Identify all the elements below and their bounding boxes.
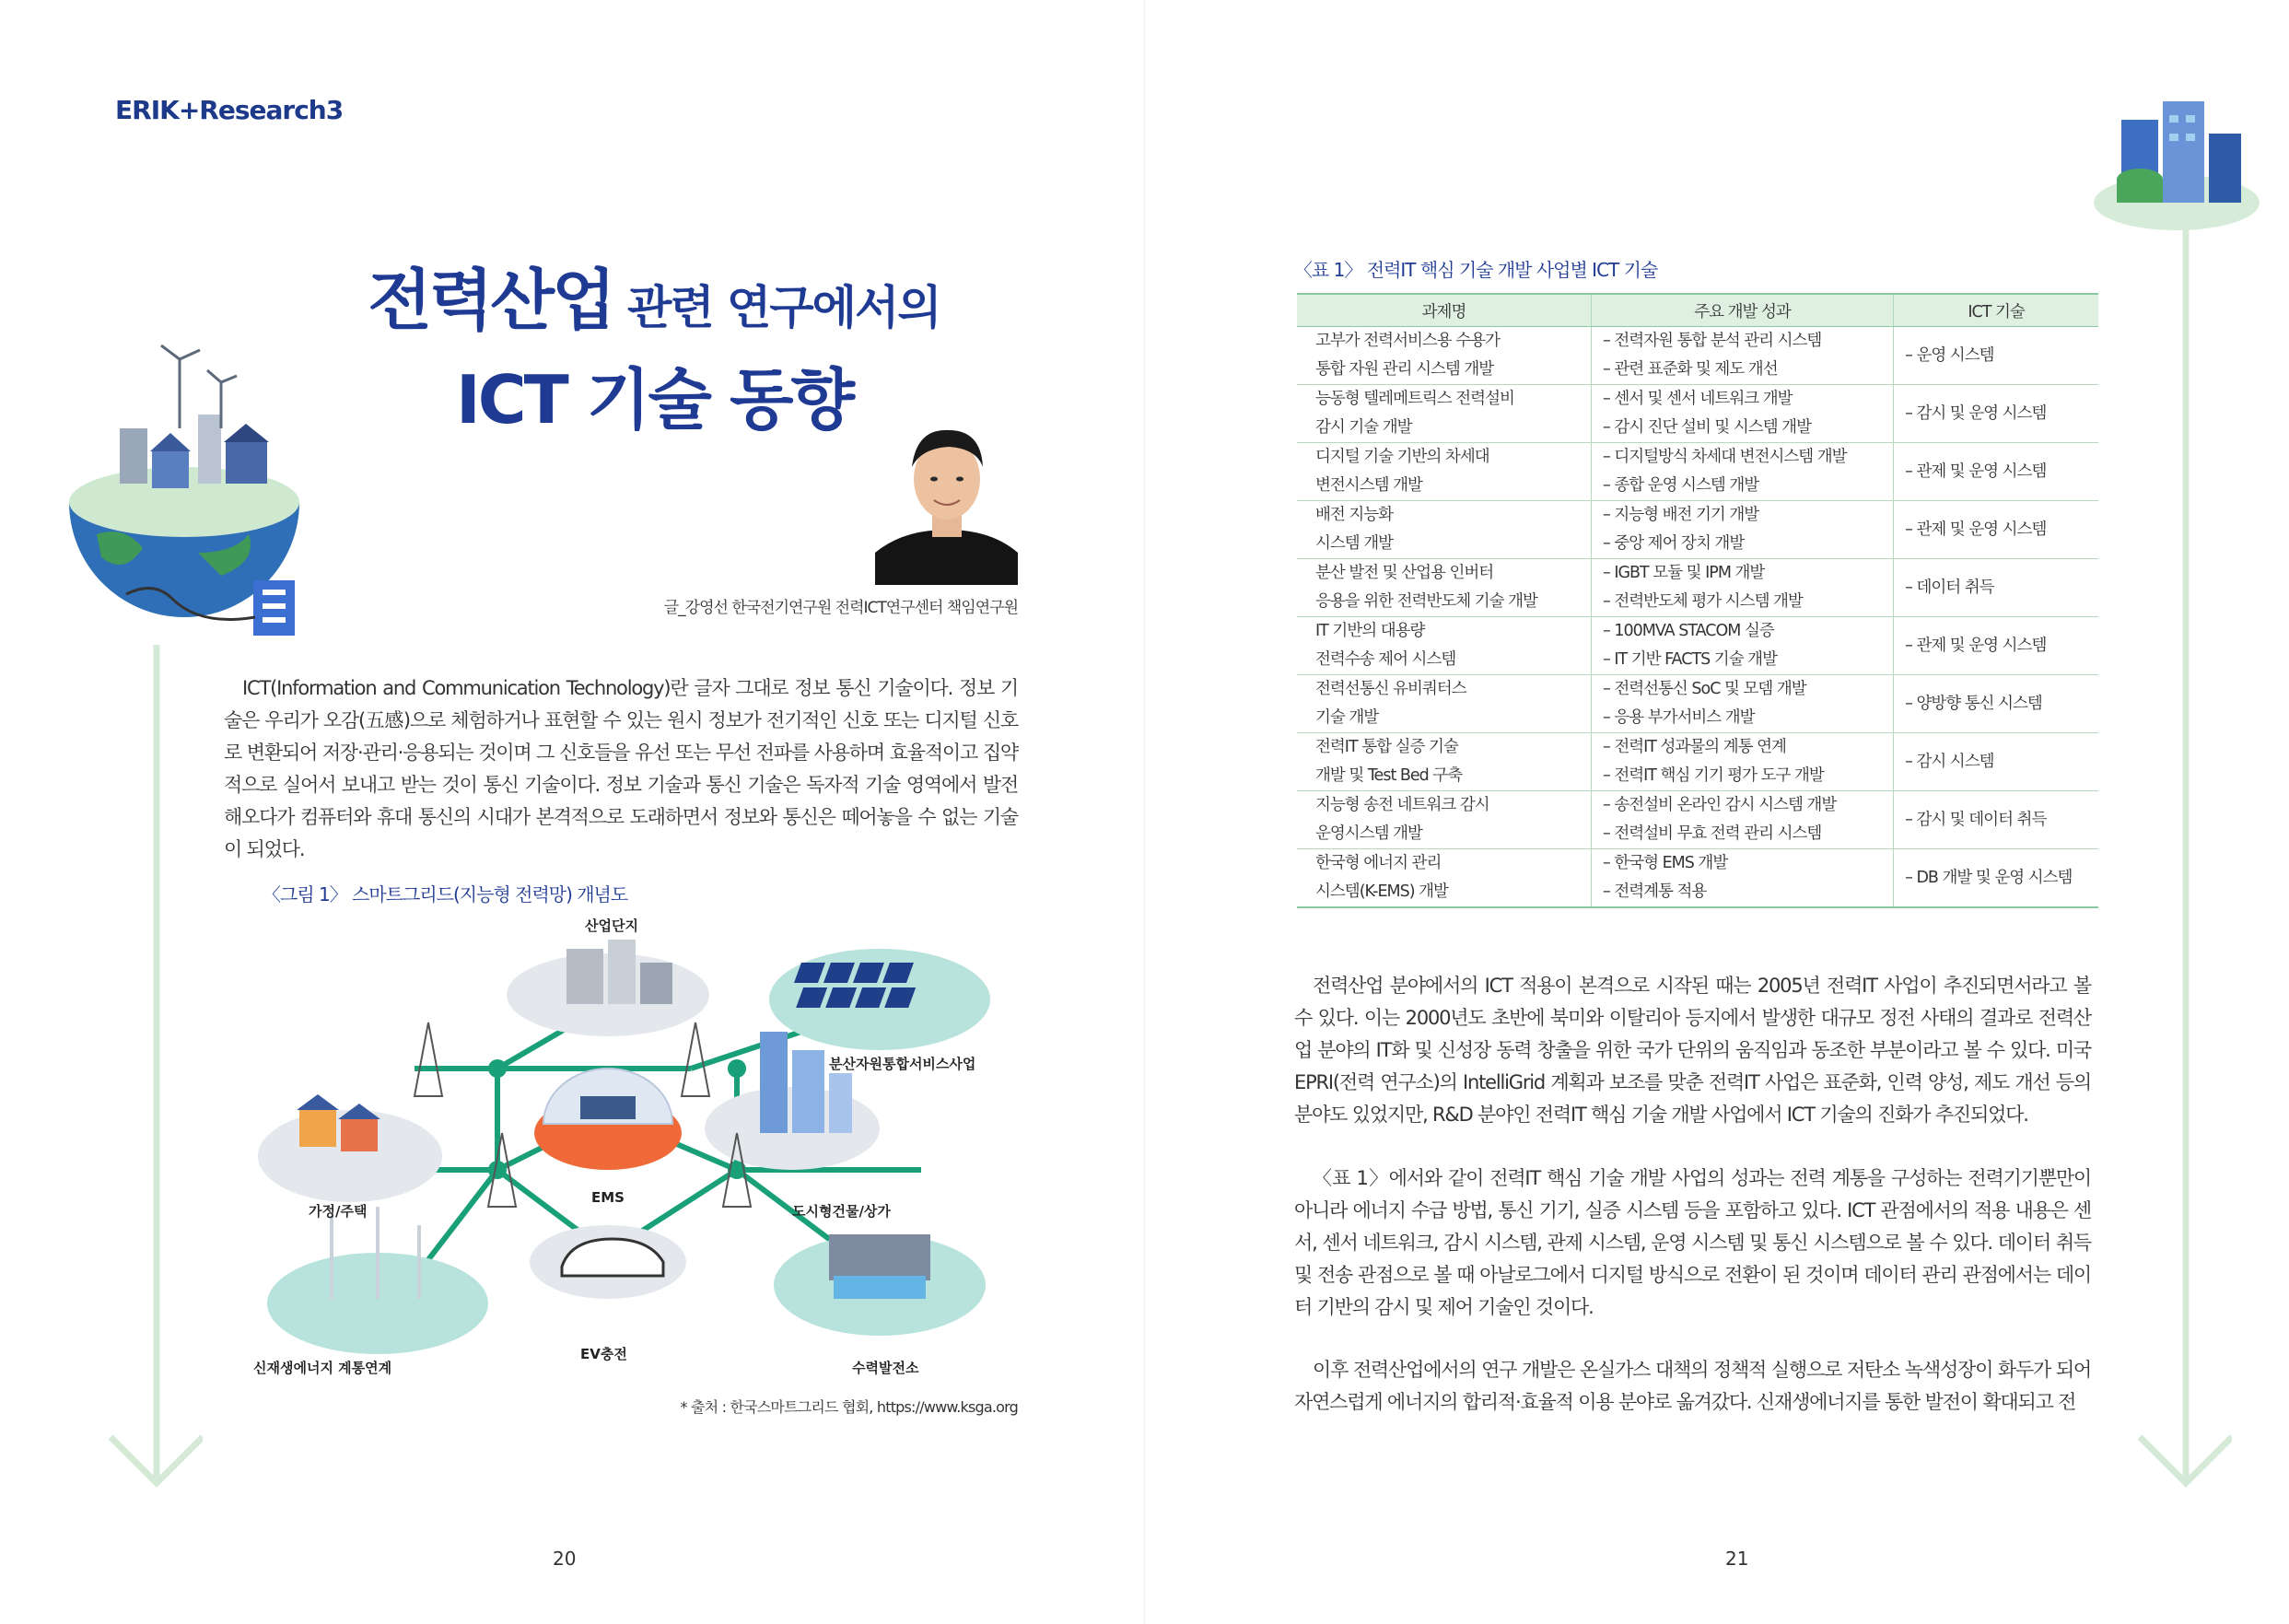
smart-grid-diagram <box>221 912 1022 1382</box>
figure-source: * 출처 : 한국스마트그리드 협회, https://www.ksga.org <box>680 1398 1018 1416</box>
smart-grid-building-icon <box>2085 64 2269 240</box>
label-urban: 도시형건물/상가 <box>792 1203 891 1220</box>
table-row: 디지털 기술 기반의 차세대 변전시스템 개발 – 디지털방식 차세대 변전시스템 개발 – 종합 운영 시스템 개발 – 관제 및 운영 시스템 <box>1297 443 2098 501</box>
table-row: 분산 발전 및 산업용 인버터 응용을 위한 전력반도체 기술 개발 – IGBT 모듈 및 IPM 개발 – 전력반도체 평가 시스템 개발 – 데이터 취득 <box>1297 559 2098 617</box>
table-header: 과제명 <box>1297 294 1592 327</box>
label-hydro: 수력발전소 <box>852 1360 919 1376</box>
table-row: 전력IT 통합 실증 기술 개발 및 Test Bed 구축 – 전력IT 성과물의 계통 연계 – 전력IT 핵심 기기 평가 도구 개발 – 감시 시스템 <box>1297 733 2098 791</box>
left-page <box>0 0 1144 1624</box>
table-row: IT 기반의 대용량 전력수송 제어 시스템 – 100MVA STACOM 실증 – IT 기반 FACTS 기술 개발 – 관제 및 운영 시스템 <box>1297 617 2098 675</box>
label-ev: EV충전 <box>580 1346 627 1362</box>
table-row: 배전 지능화 시스템 개발 – 지능형 배전 기기 개발 – 중앙 제어 장치 개발 – 관제 및 운영 시스템 <box>1297 501 2098 559</box>
table-row: 고부가 전력서비스용 수용가 통합 자원 관리 시스템 개발 – 전력자원 통합 분석 관리 시스템 – 관련 표준화 및 제도 개선 – 운영 시스템 <box>1297 327 2098 385</box>
author-photo <box>875 401 1018 585</box>
label-ems: EMS <box>591 1189 625 1206</box>
page-number-left: 20 <box>553 1548 577 1570</box>
table-header-row <box>1297 294 2098 327</box>
paragraph-1: 전력산업 분야에서의 ICT 적용이 본격으로 시작된 때는 2005년 전력IT 사업이 추진되면서라고 볼 수 있다. 이는 2000년도 초반에 북미와 이탈리아 등지에서 발생한 대규모 정전 사태의 결과로 전력산업 분야의 IT화 및 신성장 동력 창출을 위한 국가 단위의 움직임과 동조한 부분이라고 볼 수 있다. 미국 EPRI(전력 연구소)의 IntelliGrid 계획과 보조를 맞춘 전력IT 사업은 표준화, 인력 양성, 제도 개선 등의 분야도 있었지만, R&D 분야인 전력IT 핵심 기술 개발 사업에서 ICT 기술의 진화가 추진되었다. <box>1294 975 2092 1126</box>
label-home: 가정/주택 <box>309 1203 368 1220</box>
table-caption: 〈표 1〉 전력IT 핵심 기술 개발 사업별 ICT 기술 <box>1294 259 1658 281</box>
right-page <box>1145 0 2289 1624</box>
paragraph-3: 이후 전력산업에서의 연구 개발은 온실가스 대책의 정책적 실행으로 저탄소 녹색성장이 화두가 되어 자연스럽게 에너지의 합리적·효율적 이용 분야로 옮겨갔다. 신재생에너지를 통한 발전이 확대되고 전 <box>1294 1359 2091 1413</box>
globe-city-icon <box>41 341 327 645</box>
figure-caption: 〈그림 1〉 스마트그리드(지능형 전력망) 개념도 <box>263 883 628 905</box>
label-renewable: 신재생에너지 계통연계 <box>253 1360 392 1376</box>
table-row: 능동형 텔레메트릭스 전력설비 감시 기술 개발 – 센서 및 센서 네트워크 개발 – 감시 진단 설비 및 시스템 개발 – 감시 및 운영 시스템 <box>1297 385 2098 443</box>
intro-paragraph: ICT(Information and Communication Technology)란 글자 그대로 정보 통신 기술이다. 정보 기술은 우리가 오감(五感)으로 체험하거나 표현할 수 있는 원시 정보가 전기적인 신호 또는 디지털 신호로 변환되어 저장·관리·응용되는 것이며 그 신호들을 유선 또는 무선 전파를 사용하며 효율적이고 집약적으로 실어서 보내고 받는 것이 통신 기술이다. 정보 기술과 통신 기술은 독자적 기술 영역에서 발전해오다가 컴퓨터와 휴대 통신의 시대가 본격적으로 도래하면서 정보와 통신은 떼어놓을 수 없는 기술이 되었다. <box>224 677 1018 860</box>
table-header: ICT 기술 <box>1894 294 2098 327</box>
green-arrow-line-right <box>2131 212 2232 1492</box>
paragraph-2: 〈표 1〉에서와 같이 전력IT 핵심 기술 개발 사업의 성과는 전력 계통을 구성하는 전력기기뿐만이 아니라 에너지 수급 방법, 통신 기기, 실증 시스템 등을 포함하고 있다. ICT 관점에서의 적용 내용은 센서, 센서 네트워크, 감시 시스템, 관제 시스템, 운영 시스템 및 통신 시스템으로 볼 수 있다. 데이터 취득 및 전송 관점으로 볼 때 아날로그에서 디지털 방식으로 전환이 된 것이며 데이터 관리 관점에서는 데이터 기반의 감시 및 제어 기술인 것이다. <box>1294 1167 2091 1318</box>
table-header: 주요 개발 성과 <box>1592 294 1894 327</box>
ict-table <box>1297 293 2098 908</box>
table-row: 지능형 송전 네트워크 감시 운영시스템 개발 – 송전설비 온라인 감시 시스템 개발 – 전력설비 무효 전력 관리 시스템 – 감시 및 데이터 취득 <box>1297 791 2098 849</box>
section-tag: ERIK+Research3 <box>115 95 344 125</box>
table-row: 한국형 에너지 관리 시스템(K-EMS) 개발 – 한국형 EMS 개발 – 전력계통 적용 – DB 개발 및 운영 시스템 <box>1297 849 2098 908</box>
page-title: 전력산업 관련 연구에서의 ICT 기술 동향 <box>368 262 940 438</box>
table-row: 전력선통신 유비쿼터스 기술 개발 – 전력선통신 SoC 및 모뎀 개발 – 응용 부가서비스 개발 – 양방향 통신 시스템 <box>1297 675 2098 733</box>
label-industrial: 산업단지 <box>585 917 638 934</box>
author-credit: 글_강영선 한국전기연구원 전력ICT연구센터 책임연구원 <box>663 599 1018 617</box>
label-distributed: 분산자원통합서비스사업 <box>829 1056 976 1072</box>
page-number-right: 21 <box>1725 1548 1749 1570</box>
green-arrow-line-left <box>101 645 203 1492</box>
